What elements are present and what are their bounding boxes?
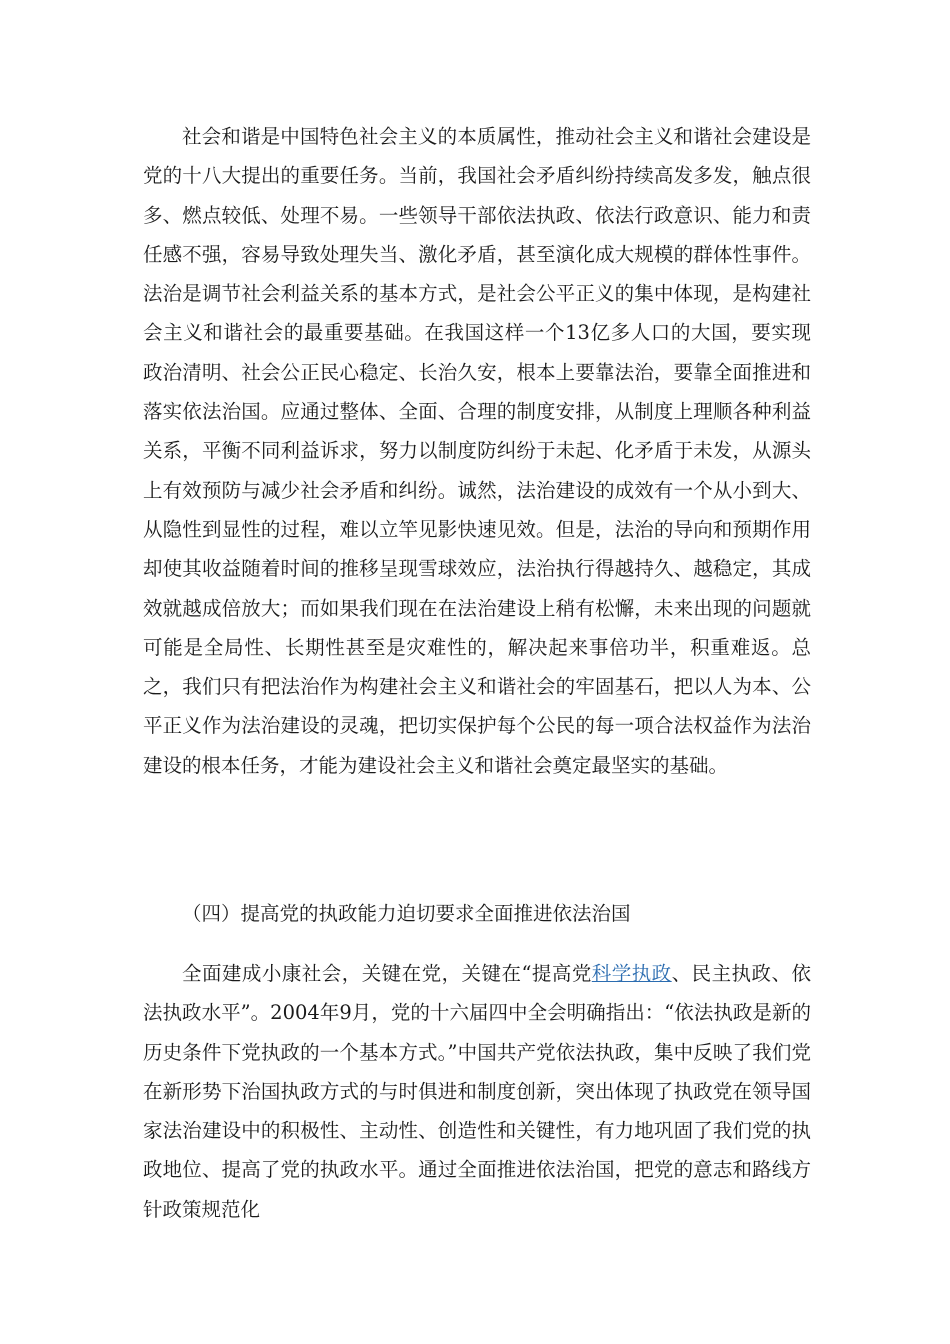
section-heading: （四）提高党的执政能力迫切要求全面推进依法治国 xyxy=(182,902,631,925)
paragraph-text-after-link: 、民主执政、依法执政水平”。2004年9月，党的十六届四中全会明确指出：“依法执政是新的历史条件下党执政的一个基本方式。”中国共产党依法执政，集中反映了我们党在新形势下治国执政方式的与时俱进和制度创新，突出体现了执政党在领导国家法治建设中的积极性、主动性、创造性和关键性，有力地巩固了我们党的执政地位、提高了党的执政水平。通过全面推进依法治国，把党的意志和路线方针政策规范化 xyxy=(143,962,811,1221)
paragraph-text-before-link: 全面建成小康社会，关键在党，关键在“提高党 xyxy=(182,962,592,985)
body-paragraph: 社会和谐是中国特色社会主义的本质属性，推动社会主义和谐社会建设是党的十八大提出的重要任务。当前，我国社会矛盾纠纷持续高发多发，触点很多、燃点较低、处理不易。一些领导干部依法执政、依法行政意识、能力和责任感不强，容易导致处理失当、激化矛盾，甚至演化成大规模的群体性事件。法治是调节社会利益关系的基本方式，是社会公平正义的集中体现，是构建社会主义和谐社会的最重要基础。在我国这样一个13亿多人口的大国，要实现政治清明、社会公正民心稳定、长治久安，根本上要靠法治，要靠全面推进和落实依法治国。应通过整体、全面、合理的制度安排，从制度上理顺各种利益关系，平衡不同利益诉求，努力以制度防纠纷于未起、化矛盾于未发，从源头上有效预防与减少社会矛盾和纠纷。诚然，法治建设的成效有一个从小到大、从隐性到显性的过程，难以立竿见影快速见效。但是，法治的导向和预期作用却使其收益随着时间的推移呈现雪球效应，法治执行得越持久、越稳定，其成效就越成倍放大；而如果我们现在在法治建设上稍有松懈，未来出现的问题就可能是全局性、长期性甚至是灾难性的，解决起来事倍功半，积重难返。总之，我们只有把法治作为构建社会主义和谐社会的牢固基石，把以人为本、公平正义作为法治建设的灵魂，把切实保护每个公民的每一项合法权益作为法治建设的根本任务，才能为建设社会主义和谐社会奠定最坚实的基础。 xyxy=(143,125,811,777)
body-paragraph-2 xyxy=(143,954,811,1229)
scientific-governance-link[interactable]: 科学执政 xyxy=(591,962,672,985)
